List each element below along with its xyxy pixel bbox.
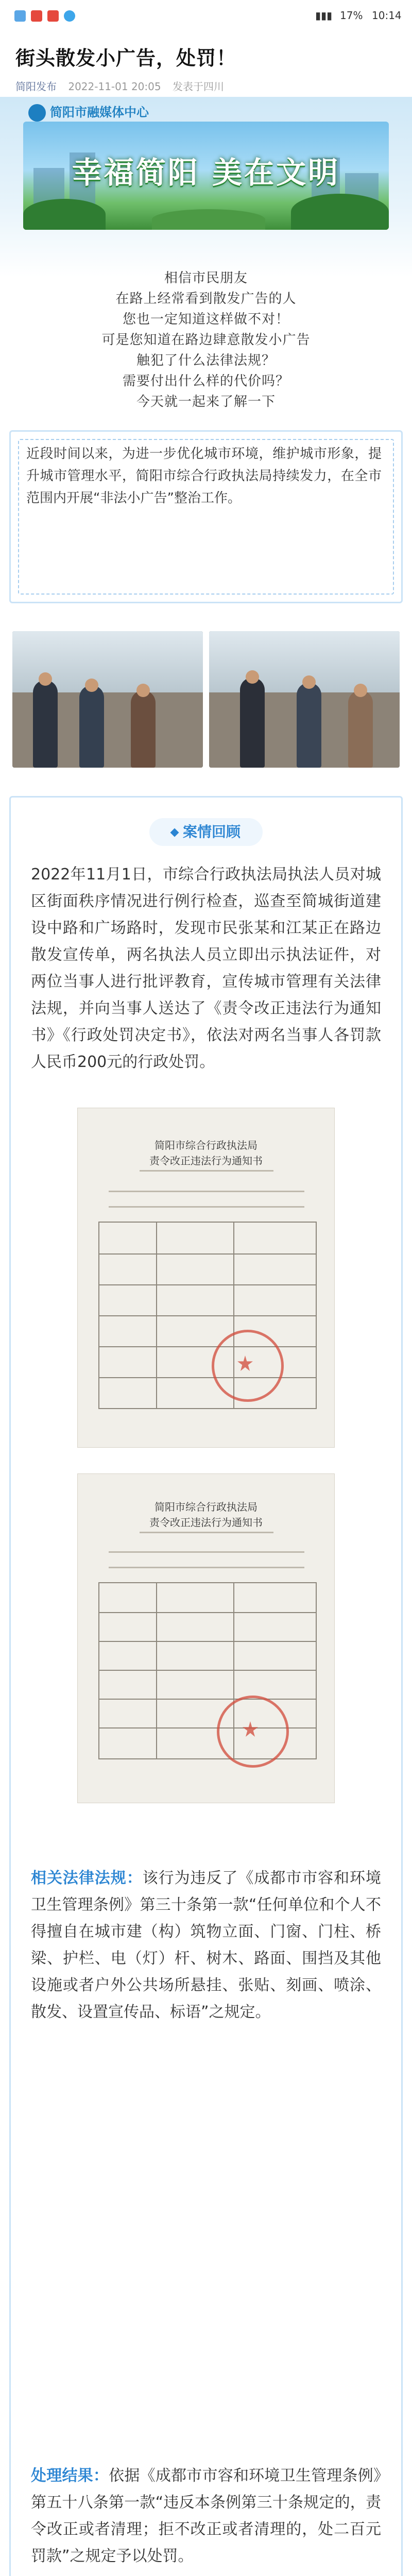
law-text: 该行为违反了《成都市市容和环境卫生管理条例》第三十条第一款“任何单位和个人不得擅自在城市建（构）筑物立面、门窗、门柱、桥梁、护栏、电（灯）杆、树木、路面、围挡及其他设施或者户外公共场所悬挂、张贴、刻画、喷涂、散发、设置宣传品、标语”之规定。 xyxy=(31,1869,382,2021)
document-image-2 xyxy=(77,1473,335,1803)
org-logo-icon xyxy=(28,104,46,122)
article-location: 发表于四川 xyxy=(172,80,224,93)
signal-icon: ▮▮▮ xyxy=(315,9,333,22)
case-title xyxy=(149,818,263,846)
intro-line: 触犯了什么法律法规？ xyxy=(136,353,276,368)
status-bar xyxy=(0,0,412,32)
diamond-icon xyxy=(170,828,179,837)
law-paragraph xyxy=(31,1865,381,2026)
official-seal xyxy=(217,1696,289,1768)
article-source-link[interactable]: 简阳发布 xyxy=(15,80,57,93)
article-title: 街头散发小广告，处罚！ xyxy=(15,47,237,70)
intro-line: 在路上经常看到散发广告的人 xyxy=(115,291,297,307)
doc1-header2: 责令改正违法行为通知书 xyxy=(149,1155,263,1167)
doc2-header2: 责令改正违法行为通知书 xyxy=(149,1516,263,1529)
lead-text: 近段时间以来，为进一步优化城市环境，维护城市形象，提升城市管理水平，简阳市综合行政执法局持续发力，在全市范围内开展“非法小广告”整治工作。 xyxy=(26,446,382,506)
banner-image xyxy=(0,97,412,277)
case-text: 2022年11月1日，市综合行政执法局执法人员对城区街面秩序情况进行例行检查，巡查至简城街道建设中路和广场路时，发现市民张某和江某正在路边散发宣传单，两名执法人员立即出示执法证件，对两位当事人进行批评教育，宣传城市管理有关法律法规，并向当事人送达了《责令改正违法行为通知书》《行政处罚决定书》，依法对两名当事人各罚款人民币200元的行政处罚。 xyxy=(31,866,381,1071)
result-paragraph xyxy=(31,2463,381,2570)
message-icon xyxy=(64,10,75,22)
lead-box xyxy=(9,430,403,603)
article-meta xyxy=(15,78,232,93)
intro-text xyxy=(0,268,412,412)
result-text: 依据《成都市市容和环境卫生管理条例》第五十八条第一款“违反本条例第三十条规定的，责令改正或者清理；拒不改正或者清理的，处二百元罚款”之规定予以处罚。 xyxy=(31,2467,382,2565)
clock: 10:14 xyxy=(372,9,402,22)
doc1-header1: 简阳市综合行政执法局 xyxy=(154,1139,258,1151)
intro-line: 您也一定知道这样做不对！ xyxy=(122,312,289,327)
banner-slogan: 幸福简阳 美在文明 xyxy=(72,155,340,190)
notification-icon xyxy=(31,10,42,22)
battery-text: 17% xyxy=(340,9,363,22)
banner-org xyxy=(28,102,149,122)
article-datetime: 2022-11-01 20:05 xyxy=(68,80,161,93)
photo-inspection-2 xyxy=(209,631,400,768)
intro-line: 需要付出什么样的代价吗？ xyxy=(122,374,289,389)
intro-line: 相信市民朋友 xyxy=(164,270,248,286)
banner-scene xyxy=(23,122,389,230)
banner-org-label: 简阳市融媒体中心 xyxy=(50,105,149,120)
law-label: 相关法律法规： xyxy=(31,1869,143,1887)
app-icon xyxy=(14,10,26,22)
photo-inspection-1 xyxy=(12,631,203,768)
intro-line: 可是您知道在路边肆意散发小广告 xyxy=(101,332,311,348)
notification-icon xyxy=(47,10,59,22)
intro-line: 今天就一起来了解一下 xyxy=(136,394,276,410)
case-title-label: 案情回顾 xyxy=(182,823,241,840)
document-image-1 xyxy=(77,1108,335,1448)
result-label: 处理结果： xyxy=(31,2467,109,2485)
official-seal xyxy=(212,1330,284,1402)
doc2-header1: 简阳市综合行政执法局 xyxy=(154,1501,258,1513)
